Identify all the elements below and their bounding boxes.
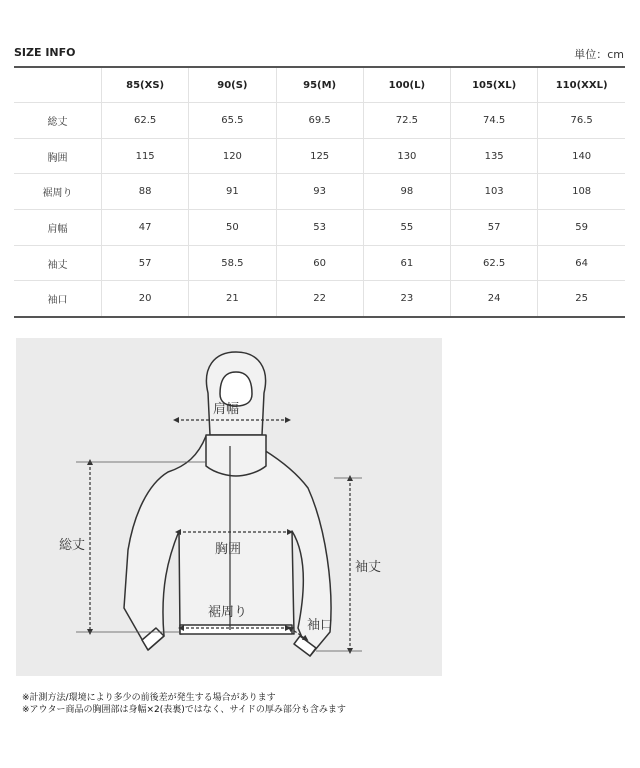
table-row bbox=[14, 245, 625, 281]
table-cell: 93 bbox=[276, 174, 363, 210]
table-cell: 74.5 bbox=[451, 103, 538, 139]
column-header: 85(XS) bbox=[102, 67, 189, 103]
hem-label: 裾周り bbox=[208, 605, 248, 620]
table-cell: 65.5 bbox=[189, 103, 276, 139]
table-cell: 103 bbox=[451, 174, 538, 210]
row-label: 総丈 bbox=[14, 103, 102, 139]
table-cell: 22 bbox=[276, 281, 363, 317]
size-info-title: SIZE INFO bbox=[14, 46, 76, 59]
table-cell: 59 bbox=[538, 210, 625, 246]
row-label: 袖丈 bbox=[14, 245, 102, 281]
notes bbox=[22, 692, 346, 716]
table-cell: 21 bbox=[189, 281, 276, 317]
table-cell: 20 bbox=[102, 281, 189, 317]
table-cell: 98 bbox=[363, 174, 450, 210]
jacket-measurement-diagram bbox=[16, 338, 442, 676]
table-row bbox=[14, 138, 625, 174]
table-header-row bbox=[14, 67, 625, 103]
table-cell: 47 bbox=[102, 210, 189, 246]
unit-label: 単位：cm bbox=[574, 48, 624, 61]
table-cell: 76.5 bbox=[538, 103, 625, 139]
table-row bbox=[14, 281, 625, 317]
table-cell: 25 bbox=[538, 281, 625, 317]
table-cell: 62.5 bbox=[451, 245, 538, 281]
table-cell: 140 bbox=[538, 138, 625, 174]
table-cell: 135 bbox=[451, 138, 538, 174]
total-length-label: 総丈 bbox=[59, 538, 86, 553]
table-cell: 115 bbox=[102, 138, 189, 174]
row-label: 胸囲 bbox=[14, 138, 102, 174]
cuff-label: 袖口 bbox=[307, 618, 334, 633]
table-cell: 69.5 bbox=[276, 103, 363, 139]
size-table bbox=[14, 66, 625, 318]
sleeve-length-label: 袖丈 bbox=[355, 560, 382, 575]
table-cell: 64 bbox=[538, 245, 625, 281]
table-cell: 125 bbox=[276, 138, 363, 174]
column-header: 110(XXL) bbox=[538, 67, 625, 103]
chest-label: 胸囲 bbox=[215, 542, 242, 557]
table-cell: 88 bbox=[102, 174, 189, 210]
row-label: 裾周り bbox=[14, 174, 102, 210]
table-cell: 58.5 bbox=[189, 245, 276, 281]
column-header bbox=[14, 67, 102, 103]
column-header: 100(L) bbox=[363, 67, 450, 103]
jacket-illustration bbox=[16, 338, 442, 676]
table-row bbox=[14, 174, 625, 210]
table-cell: 55 bbox=[363, 210, 450, 246]
table-cell: 61 bbox=[363, 245, 450, 281]
table-cell: 130 bbox=[363, 138, 450, 174]
shoulder-width-label: 肩幅 bbox=[213, 402, 240, 417]
row-label: 袖口 bbox=[14, 281, 102, 317]
row-label: 肩幅 bbox=[14, 210, 102, 246]
table-row bbox=[14, 210, 625, 246]
note-line: ※アウター商品の胸囲部は身幅×2(表裏)ではなく、サイドの厚み部分も含みます bbox=[22, 705, 346, 715]
table-cell: 50 bbox=[189, 210, 276, 246]
table-cell: 57 bbox=[102, 245, 189, 281]
column-header: 90(S) bbox=[189, 67, 276, 103]
note-line: ※計測方法/環境により多少の前後差が発生する場合があります bbox=[22, 693, 276, 703]
table-row bbox=[14, 103, 625, 139]
table-cell: 23 bbox=[363, 281, 450, 317]
table-cell: 120 bbox=[189, 138, 276, 174]
table-cell: 57 bbox=[451, 210, 538, 246]
column-header: 105(XL) bbox=[451, 67, 538, 103]
table-cell: 91 bbox=[189, 174, 276, 210]
table-cell: 72.5 bbox=[363, 103, 450, 139]
table-cell: 53 bbox=[276, 210, 363, 246]
column-header: 95(M) bbox=[276, 67, 363, 103]
table-cell: 24 bbox=[451, 281, 538, 317]
table-cell: 62.5 bbox=[102, 103, 189, 139]
table-cell: 60 bbox=[276, 245, 363, 281]
table-cell: 108 bbox=[538, 174, 625, 210]
